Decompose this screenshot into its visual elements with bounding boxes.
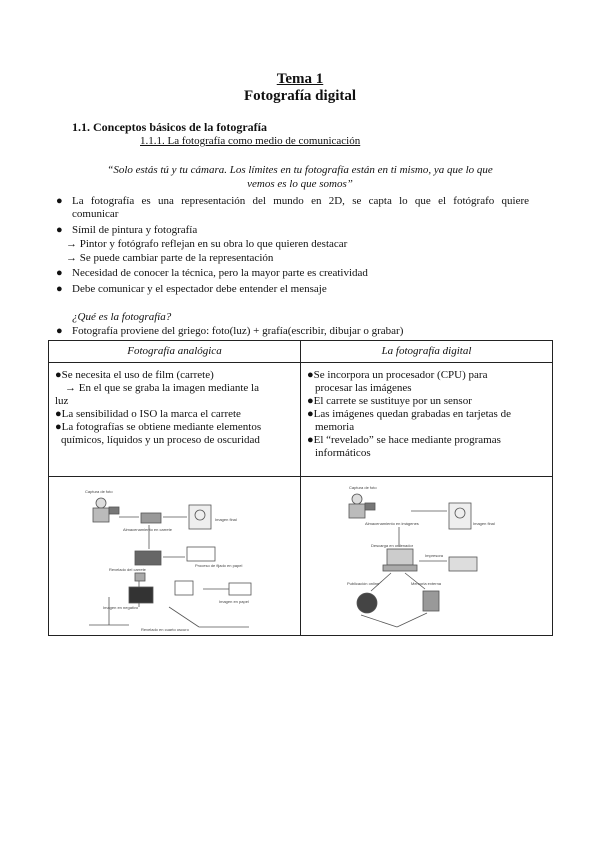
diagram-label: Revelado del carrete	[109, 567, 146, 572]
diagram-label: Imagen en negativo	[103, 605, 139, 610]
diagram-label: Descarga en ordenador	[371, 543, 414, 548]
bullet-dot: ●	[56, 267, 63, 279]
page-subtitle: Fotografía digital	[243, 88, 357, 104]
diagram-label: Proceso de fijado en papel	[195, 563, 243, 568]
bullet-dot: ●	[56, 195, 63, 207]
bullet-2: Símil de pintura y fotografía	[72, 224, 198, 236]
list-item: ●Se necesita el uso de film (carrete)	[55, 369, 214, 381]
list-item: ●Las imágenes quedan grabadas en tarjetas de	[307, 408, 511, 420]
table-header-analog: Fotografía analógica	[49, 341, 301, 363]
bullet-4: Debe comunicar y el espectador debe entender el mensaje	[72, 283, 327, 295]
list-item: químicos, líquidos y un proceso de oscuridad	[61, 434, 260, 446]
diagram-cell-analog	[49, 477, 301, 636]
diagram-label: Captura de foto	[85, 489, 113, 494]
diagram-label: Imagen en papel	[219, 599, 249, 604]
subsection-heading: 1.1.1. La fotografía como medio de comunicación	[140, 135, 361, 147]
comparison-table	[48, 340, 553, 636]
list-item: procesar las imágenes	[315, 382, 412, 394]
diagram-label: Imagen final	[215, 517, 237, 522]
diagram-cell-digital	[301, 477, 553, 636]
list-item: ●Se incorpora un procesador (CPU) para	[307, 369, 488, 381]
list-item: luz	[55, 395, 69, 407]
list-item: → En el que se graba la imagen mediante la	[65, 382, 259, 394]
analog-diagram-graphic	[49, 477, 300, 635]
bullet-greek: Fotografía proviene del griego: foto(luz) + grafía(escribir, dibujar o grabar)	[72, 325, 404, 337]
list-item: ●La fotografías se obtiene mediante elementos	[55, 421, 262, 433]
list-item: ●El carrete se sustituye por un sensor	[307, 395, 472, 407]
diagram-label: Publicación online	[347, 581, 380, 586]
list-item: memoria	[315, 421, 355, 433]
list-item: informáticos	[315, 447, 371, 459]
bullet-3: Necesidad de conocer la técnica, pero la mayor parte es creatividad	[72, 267, 368, 279]
bullet-dot: ●	[56, 325, 63, 337]
bullet-dot: ●	[56, 224, 63, 236]
diagram-label: Revelado en cuarto oscuro	[141, 627, 189, 632]
bullet-2-sub-2: → Se puede cambiar parte de la representación	[66, 252, 274, 264]
page-title: Tema 1	[276, 71, 324, 87]
bullet-1-line-2: comunicar	[72, 208, 119, 220]
bullet-2-sub-1: → Pintor y fotógrafo reflejan en su obra lo que quieren destacar	[66, 238, 348, 250]
bullet-1-line-1: La fotografía es una representación del mundo en 2D, se capta lo que el fotógrafo quiere	[72, 195, 529, 207]
analog-process-diagram	[49, 477, 300, 635]
list-item: ●El “revelado” se hace mediante programas	[307, 434, 501, 446]
question-heading: ¿Qué es la fotografía?	[72, 311, 172, 323]
quote	[80, 163, 520, 191]
table-cell-analog	[49, 363, 301, 477]
table-header-digital: La fotografía digital	[301, 341, 553, 363]
digital-process-diagram	[301, 477, 552, 635]
diagram-label: Captura de foto	[349, 485, 377, 490]
quote-line-2: vemos es lo que somos”	[247, 178, 353, 190]
diagram-label: Memoria externa	[411, 581, 442, 586]
quote-line-1: “Solo estás tú y tu cámara. Los límites en tu fotografía están en ti mismo, ya que lo que	[107, 164, 493, 176]
diagram-label: Impresora	[425, 553, 444, 558]
list-item: ●La sensibilidad o ISO la marca el carrete	[55, 408, 241, 420]
diagram-label: Imagen final	[473, 521, 495, 526]
section-heading: 1.1. Conceptos básicos de la fotografía	[72, 120, 267, 134]
diagram-label: Almacenamiento en carrete	[123, 527, 172, 532]
table-cell-digital	[301, 363, 553, 477]
diagram-label: Almacenamiento en imágenes	[365, 521, 419, 526]
bullet-dot: ●	[56, 283, 63, 295]
